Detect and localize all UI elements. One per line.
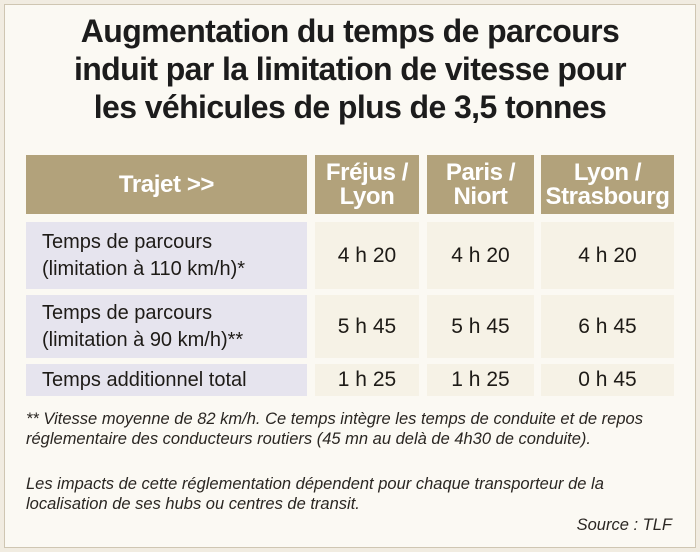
- table-cell: 1 h 25: [427, 364, 534, 396]
- header-col-2-line-2: Niort: [453, 182, 508, 210]
- header-col-1-line-1: Fréjus /: [325, 158, 409, 186]
- footnote-impacts: Les impacts de cette réglementation dépendent pour chaque transporteur de la localisation de ses hubs ou centres de transit.: [26, 475, 604, 513]
- table-cell: 4 h 20: [427, 222, 534, 289]
- row-label-total: [26, 364, 307, 396]
- row-label-90-line-1: Temps de parcours: [42, 301, 213, 324]
- table-cell: 1 h 25: [315, 364, 419, 396]
- row-label-90-line-2: (limitation à 90 km/h)**: [42, 328, 244, 351]
- row-label-110-line-1: Temps de parcours: [42, 230, 213, 253]
- table-cell: 0 h 45: [541, 364, 674, 396]
- row-label-110: [26, 222, 307, 289]
- header-col-1-line-2: Lyon: [339, 182, 395, 210]
- table-cell: 5 h 45: [427, 295, 534, 358]
- row-label-total-line-1: Temps additionnel total: [42, 368, 247, 391]
- header-col-paris-niort: [427, 155, 534, 214]
- header-col-3-line-1: Lyon /: [573, 158, 642, 186]
- header-col-2-line-1: Paris /: [445, 158, 516, 186]
- page-title: [20, 12, 680, 126]
- title-line-3: les véhicules de plus de 3,5 tonnes: [93, 89, 607, 125]
- table-cell: 4 h 20: [315, 222, 419, 289]
- header-col-3-line-2: Strasbourg: [545, 182, 670, 210]
- source-credit: Source : TLF: [576, 516, 672, 534]
- row-label-110-line-2: (limitation à 110 km/h)*: [42, 257, 246, 280]
- table-cell: 6 h 45: [541, 295, 674, 358]
- row-label-90: [26, 295, 307, 358]
- table-cell: 5 h 45: [315, 295, 419, 358]
- header-col-lyon-strasbourg: [541, 155, 674, 214]
- header-col-frejus-lyon: [315, 155, 419, 214]
- table-cell: 4 h 20: [541, 222, 674, 289]
- title-line-2: induit par la limitation de vitesse pour: [73, 51, 627, 87]
- title-line-1: Augmentation du temps de parcours: [80, 13, 620, 49]
- header-route-label-text: Trajet >>: [118, 170, 215, 198]
- footnote-speed: ** Vitesse moyenne de 82 km/h. Ce temps intègre les temps de conduite et de repos réglementaire des conducteurs routiers (45 mn au delà de 4h30 de conduite).: [26, 410, 643, 448]
- header-route-label: [26, 155, 307, 214]
